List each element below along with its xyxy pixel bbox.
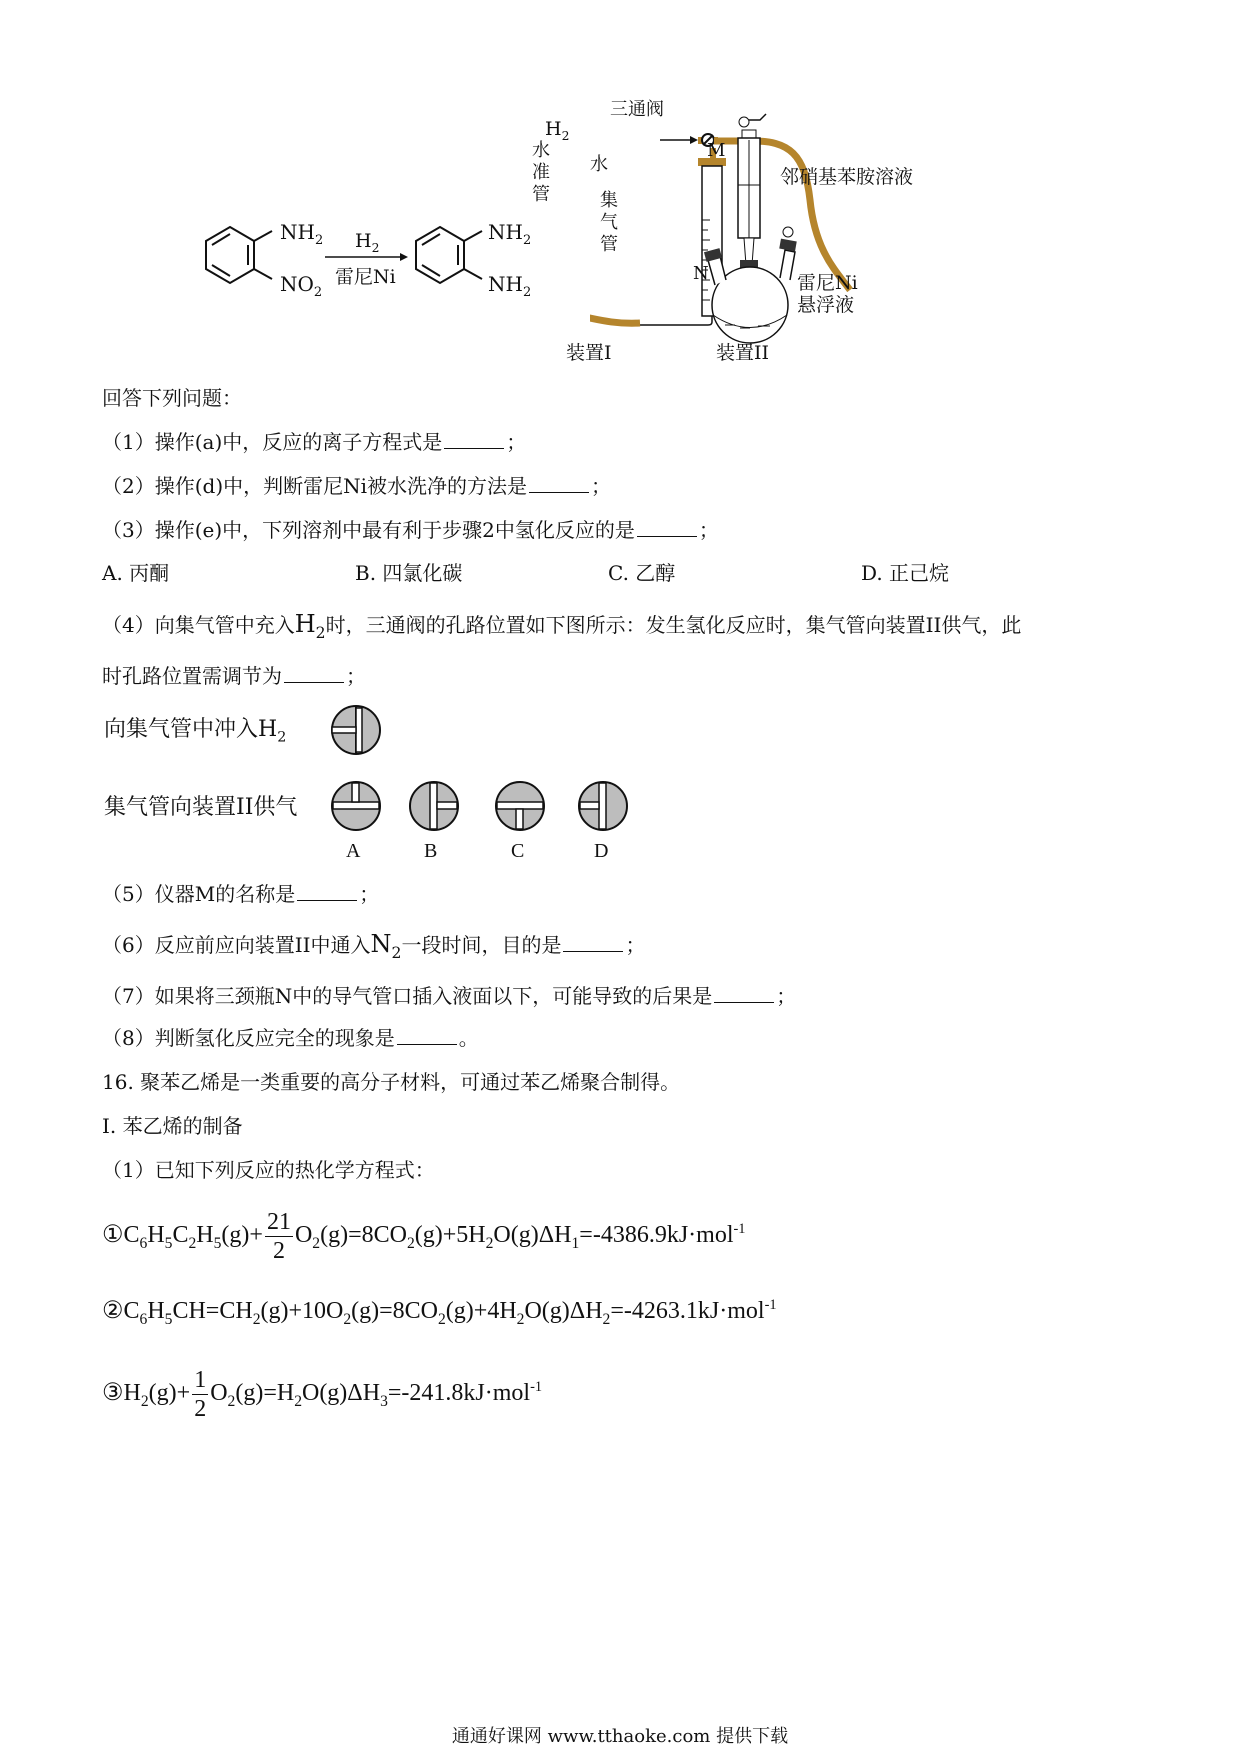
equation-3: $③H_2(g)+$ $\frac{1}{2}$ $O_2(g)=H_2O(g)\Delta H_3=-241.8kJ\cdot mol^{-1}$ (102, 1367, 543, 1422)
question-7: （7）如果将三颈瓶N中的导气管口插入液面以下，可能导致的后果是 ； (102, 984, 797, 1008)
valve-letter-a: A (346, 840, 361, 862)
apparatus-diagram (590, 100, 1040, 400)
question-3-options (102, 559, 1114, 587)
answer-blank (563, 933, 623, 952)
product-nh2-top-label: $NH_2$ (488, 220, 532, 248)
option-a: A. 丙酮 (102, 561, 170, 585)
option-b: B. 四氯化碳 (355, 561, 463, 585)
apparatus-h2-label: $H_2$ (545, 118, 570, 143)
water-tube-label: 水准管 (532, 140, 550, 205)
answer-blank (714, 984, 774, 1003)
valve-letter-c: C (511, 840, 525, 862)
reactant-nh2-label: $NH_2$ (280, 220, 324, 248)
reactant-no2-label: $NO_2$ (280, 272, 323, 300)
benzene-ring-reactant (206, 227, 272, 283)
equation-2: $②C_6H_5CH=CH_2(g)+10O_2(g)=8CO_2(g)+4H_2O(g)\Delta H_2=-4263.1kJ\cdot mol^{-1}$ (102, 1297, 777, 1328)
m-label: M (707, 140, 726, 161)
answer-blank (444, 430, 504, 449)
water-label: 水 (590, 154, 608, 175)
valve-label: 三通阀 (610, 99, 664, 120)
footer-text: 通通好课网 www.tthaoke.com 提供下载 (451, 1726, 789, 1747)
question-5: （5）仪器M的名称是 ； (102, 882, 380, 906)
question-4-line1: （4）向集气管中充入$H_2$时，三通阀的孔路位置如下图所示：发生氢化反应时，集气管向装置II供气，此 (102, 610, 1022, 642)
valve-option-a-icon (328, 778, 384, 834)
suspension-label: 悬浮液 (797, 294, 855, 316)
answer-blank (284, 664, 344, 683)
device1-label: 装置I (566, 342, 612, 364)
device2-label: 装置II (716, 342, 770, 364)
valve-option-c-icon (492, 778, 548, 834)
answer-blank (297, 882, 357, 901)
question-6: （6）反应前应向装置II中通入$N_2$一段时间，目的是 ； (102, 930, 646, 962)
gas-tube-label: 集气管 (600, 190, 618, 255)
intro-text: 回答下列问题： (102, 386, 242, 410)
valve-supply-label: 集气管向装置II供气 (104, 795, 298, 820)
valve-option-d-icon (575, 778, 631, 834)
question-2: （2）操作(d)中，判断雷尼Ni被水洗净的方法是 ； (102, 474, 612, 498)
question-4-line2: 时孔路位置需调节为 ； (102, 664, 366, 688)
reagent-h2-label: $H_2$ (355, 230, 380, 255)
answer-blank (529, 474, 589, 493)
option-c: C. 乙醇 (608, 561, 676, 585)
valve-option-b-icon (406, 778, 462, 834)
reaction-scheme (200, 205, 530, 305)
answer-blank (397, 1026, 457, 1045)
product-nh2-bottom-label: $NH_2$ (488, 272, 532, 300)
valve-letter-d: D (594, 840, 609, 862)
valve-fill-label: 向集气管中冲入$H_2$ (104, 717, 287, 746)
question-8: （8）判断氢化反应完全的现象是 。 (102, 1026, 479, 1050)
question-3: （3）操作(e)中，下列溶剂中最有利于步骤2中氢化反应的是 ； (102, 518, 719, 542)
raney-ni-label: 雷尼Ni (797, 272, 858, 294)
question-1: （1）操作(a)中，反应的离子方程式是 ； (102, 430, 527, 454)
equation-1: $①C_6H_5C_2H_5(g)+$ $\frac{21}{2}$ $O_2(g)=8CO_2(g)+5H_2O(g)\Delta H_1=-4386.9kJ\cdot mol^{-1}$ (102, 1209, 746, 1264)
solution-label: 邻硝基苯胺溶液 (780, 166, 914, 188)
question-16-1: （1）已知下列反应的热化学方程式： (102, 1158, 435, 1182)
valve-letter-b: B (424, 840, 438, 862)
benzene-ring-product (416, 227, 482, 283)
n-label: N (693, 263, 709, 284)
option-d: D. 正己烷 (861, 561, 950, 585)
question-16-title: 16. 聚苯乙烯是一类重要的高分子材料，可通过苯乙烯聚合制得。 (102, 1070, 681, 1094)
section-styrene-prep: I. 苯乙烯的制备 (102, 1114, 243, 1138)
reagent-raney-ni-label: 雷尼Ni (335, 266, 396, 288)
valve-fill-state-icon (328, 702, 384, 758)
answer-blank (637, 518, 697, 537)
